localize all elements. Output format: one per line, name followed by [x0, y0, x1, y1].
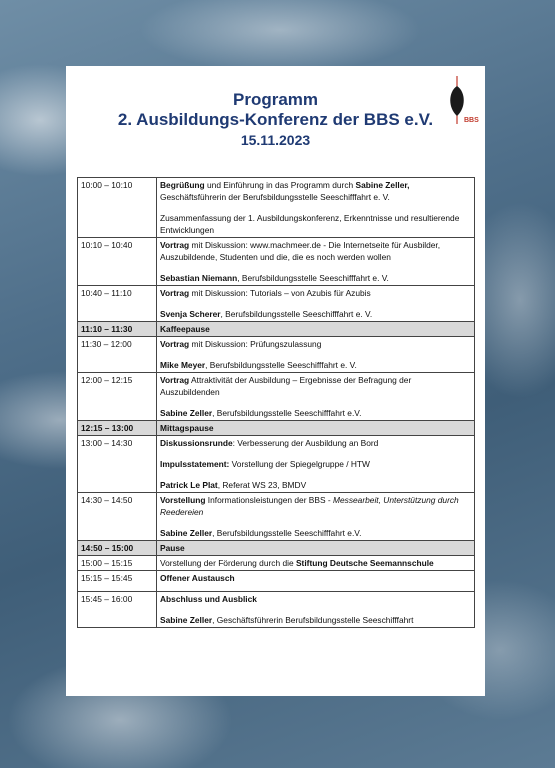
table-row [78, 178, 475, 238]
time-cell: 11:30 – 12:00 [78, 337, 157, 373]
item-title: Vortrag [160, 240, 190, 250]
speaker-org: , Berufsbildungsstelle Seeschifffahrt e. V. [220, 309, 373, 319]
item-text: mit Diskussion: Prüfungszulassung [189, 339, 322, 349]
item-title: Vorstellung [160, 495, 206, 505]
speaker-org: , Berufsbildungsstelle Seeschifffahrt e. V. [205, 360, 357, 370]
item-title: Stiftung Deutsche Seemannschule [295, 558, 434, 568]
content-cell [157, 493, 475, 541]
event-date: 15.11.2023 [240, 132, 311, 148]
speaker-name: Patrick Le Plat [160, 480, 218, 490]
content-cell [157, 286, 475, 322]
table-row [78, 421, 475, 436]
content-cell [157, 373, 475, 421]
item-title: Vortrag [160, 339, 190, 349]
item-text: mit Diskussion: Tutorials – von Azubis für Azubis [189, 288, 371, 298]
break-label: Mittagspause [157, 421, 475, 436]
program-sheet [66, 66, 485, 696]
title-line2: 2. Ausbildungs-Konferenz der BBS e.V. [117, 110, 434, 129]
content-cell [157, 571, 475, 592]
break-label: Kaffeepause [157, 322, 475, 337]
item-title: Offener Austausch [160, 573, 235, 583]
table-row [78, 592, 475, 628]
logo-text: BBS [464, 117, 479, 124]
time-cell: 12:15 – 13:00 [78, 421, 157, 436]
speaker-name: Sebastian Niemann [160, 273, 238, 283]
content-cell [157, 556, 475, 571]
table-row [78, 337, 475, 373]
item-text: : Verbesserung der Ausbildung an Bord [232, 438, 379, 448]
table-row [78, 436, 475, 493]
table-row [78, 493, 475, 541]
item-title: Impulsstatement: [160, 459, 230, 469]
schedule-table [77, 177, 475, 628]
item-title: Vortrag [160, 288, 190, 298]
item-text: und Einführung in das Programm durch [204, 180, 356, 190]
time-cell: 15:00 – 15:15 [78, 556, 157, 571]
item-title: Vortrag [160, 375, 190, 385]
speaker-org: , Berufsbildungsstelle Seeschifffahrt e.V. [212, 408, 362, 418]
item-text: Informationsleistungen der BBS - [205, 495, 334, 505]
title-line1: Programm [232, 90, 319, 109]
content-cell [157, 337, 475, 373]
time-cell: 10:10 – 10:40 [78, 238, 157, 286]
table-row [78, 322, 475, 337]
speaker-org: , Berufsbildungsstelle Seeschifffahrt e.V. [212, 528, 362, 538]
time-cell: 11:10 – 11:30 [78, 322, 157, 337]
item-text-italic: Messearbeit, Unterstützung durch Reedereien [160, 495, 459, 517]
time-cell: 10:00 – 10:10 [78, 178, 157, 238]
item-text: Vorstellung der Spiegelgruppe / HTW [229, 459, 370, 469]
speaker-org: Geschäftsführerin der Berufsbildungsstelle Seeschifffahrt e. V. [160, 192, 390, 202]
time-cell: 13:00 – 14:30 [78, 436, 157, 493]
speaker-org: , Berufsbildungsstelle Seeschifffahrt e. V. [237, 273, 389, 283]
time-cell: 12:00 – 12:15 [78, 373, 157, 421]
table-row [78, 373, 475, 421]
item-text: Attraktivität der Ausbildung – Ergebnisse der Befragung der Auszubildenden [160, 375, 412, 397]
break-label: Pause [157, 541, 475, 556]
content-cell [157, 436, 475, 493]
time-cell: 14:50 – 15:00 [78, 541, 157, 556]
content-cell [157, 238, 475, 286]
speaker-name: Sabine Zeller [160, 615, 213, 625]
time-cell: 10:40 – 11:10 [78, 286, 157, 322]
table-row [78, 556, 475, 571]
item-title: Diskussionsrunde [160, 438, 233, 448]
table-row [78, 286, 475, 322]
speaker-org: , Geschäftsführerin Berufsbildungsstelle Seeschifffahrt [212, 615, 414, 625]
item-text: Zusammenfassung der 1. Ausbildungskonferenz, Erkenntnisse und resultierende Entwicklungen [160, 213, 460, 235]
time-cell: 14:30 – 14:50 [78, 493, 157, 541]
item-text: mit Diskussion: www.machmeer.de - Die Internetseite für Ausbilder, Auszubildende, Studenten und die, die es noch werden wollen [160, 240, 441, 262]
speaker-name: Sabine Zeller, [355, 180, 410, 190]
speaker-name: Sabine Zeller [160, 408, 213, 418]
content-cell [157, 592, 475, 628]
item-text: Vorstellung der Förderung durch die [160, 558, 296, 568]
content-cell [157, 178, 475, 238]
speaker-name: Svenja Scherer [160, 309, 221, 319]
table-row [78, 571, 475, 592]
table-row [78, 238, 475, 286]
item-title: Begrüßung [160, 180, 205, 190]
speaker-name: Mike Meyer [160, 360, 206, 370]
speaker-name: Sabine Zeller [160, 528, 213, 538]
time-cell: 15:45 – 16:00 [78, 592, 157, 628]
table-row [78, 541, 475, 556]
speaker-org: , Referat WS 23, BMDV [217, 480, 307, 490]
item-title: Abschluss und Ausblick [160, 594, 257, 604]
time-cell: 15:15 – 15:45 [78, 571, 157, 592]
